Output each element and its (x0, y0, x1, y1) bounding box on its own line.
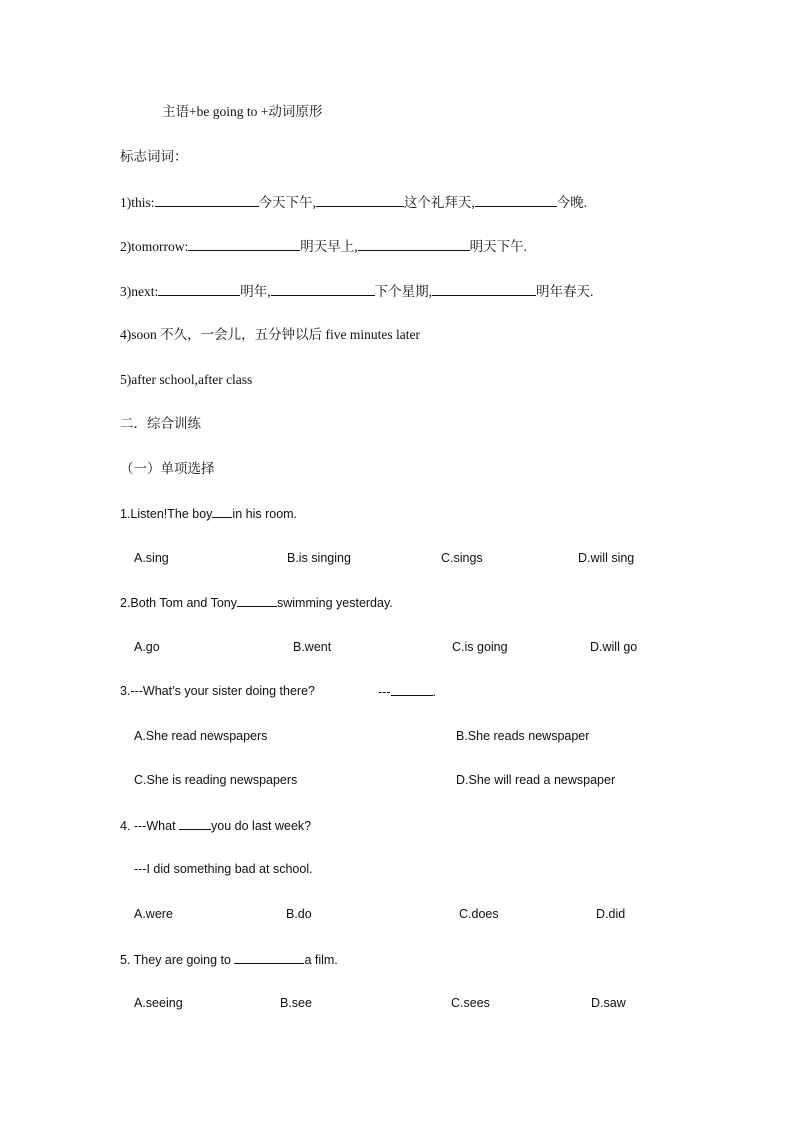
fill-blank[interactable] (271, 283, 375, 296)
q1-option-a[interactable]: A.sing (134, 551, 169, 565)
stem-text: a film. (304, 953, 338, 967)
marker-words-heading: 标志词词： (120, 149, 188, 164)
reply-period: . (432, 685, 436, 699)
answer-blank[interactable] (234, 951, 304, 964)
item-text: 今天下午, (258, 195, 316, 210)
q3-option-c[interactable]: C.She is reading newspapers (134, 773, 298, 787)
q4-option-b[interactable]: B.do (286, 907, 312, 921)
sub-section-heading: （一）单项选择 (120, 461, 215, 476)
question-3-stem: 3.---What’s your sister doing there? (120, 684, 315, 698)
fill-blank[interactable] (432, 283, 536, 296)
q2-option-b[interactable]: B.went (293, 640, 332, 654)
question-2-stem (120, 594, 393, 611)
question-4-reply: ---I did something bad at school. (134, 862, 313, 876)
question-4-stem (120, 817, 311, 834)
marker-item-after: 5)after school,after class (120, 372, 253, 387)
fill-blank[interactable] (358, 238, 470, 251)
item-prefix: 2)tomorrow: (120, 239, 189, 254)
q5-option-a[interactable]: A.seeing (134, 996, 183, 1010)
item-text: 明年春天. (536, 284, 594, 299)
answer-blank[interactable] (237, 594, 277, 607)
q4-option-a[interactable]: A.were (134, 907, 173, 921)
q3-option-b[interactable]: B.She reads newspaper (456, 729, 590, 743)
stem-text: 4. ---What (120, 819, 180, 833)
q2-option-a[interactable]: A.go (134, 640, 160, 654)
stem-text: in his room. (232, 507, 298, 521)
q4-option-c[interactable]: C.does (459, 907, 499, 921)
stem-text: 2.Both Tom and Tony (120, 596, 237, 610)
grammar-formula: 主语+be going to +动词原形 (162, 104, 323, 119)
answer-blank[interactable] (212, 505, 232, 518)
q5-option-c[interactable]: C.sees (451, 996, 490, 1010)
fill-blank[interactable] (316, 194, 404, 207)
fill-blank[interactable] (188, 238, 300, 251)
question-3-reply (378, 683, 436, 700)
item-text: 明天下午. (469, 239, 527, 254)
fill-blank[interactable] (158, 283, 240, 296)
q1-option-b[interactable]: B.is singing (287, 551, 351, 565)
item-text: 明年, (240, 284, 271, 299)
q3-option-a[interactable]: A.She read newspapers (134, 729, 268, 743)
fill-blank[interactable] (155, 194, 259, 207)
q5-option-d[interactable]: D.saw (591, 996, 626, 1010)
stem-text: 5. They are going to (120, 953, 235, 967)
q2-option-d[interactable]: D.will go (590, 640, 638, 654)
item-text: 今晚. (556, 195, 588, 210)
q4-option-d[interactable]: D.did (596, 907, 626, 921)
stem-text: you do last week? (211, 819, 312, 833)
q2-option-c[interactable]: C.is going (452, 640, 508, 654)
item-text: 下个星期, (374, 284, 432, 299)
q5-option-b[interactable]: B.see (280, 996, 312, 1010)
marker-item-next (120, 283, 593, 300)
item-prefix: 1)this: (120, 195, 155, 210)
stem-text: swimming yesterday. (276, 596, 393, 610)
reply-dash: --- (378, 685, 391, 699)
q1-option-d[interactable]: D.will sing (578, 551, 635, 565)
q3-option-d[interactable]: D.She will read a newspaper (456, 773, 616, 787)
answer-blank[interactable] (179, 817, 211, 830)
item-text: 明天早上, (300, 239, 358, 254)
marker-item-this (120, 194, 587, 211)
item-text: 这个礼拜天, (403, 195, 475, 210)
item-prefix: 3)next: (120, 284, 159, 299)
q1-option-c[interactable]: C.sings (441, 551, 483, 565)
stem-text: 1.Listen!The boy (120, 507, 213, 521)
fill-blank[interactable] (475, 194, 557, 207)
question-5-stem (120, 951, 338, 968)
section-heading: 二．综合训练 (120, 416, 201, 431)
marker-item-tomorrow (120, 238, 527, 255)
marker-item-soon: 4)soon 不久，一会儿，五分钟以后 five minutes later (120, 327, 420, 342)
answer-blank[interactable] (391, 683, 433, 696)
question-1-stem (120, 505, 297, 522)
